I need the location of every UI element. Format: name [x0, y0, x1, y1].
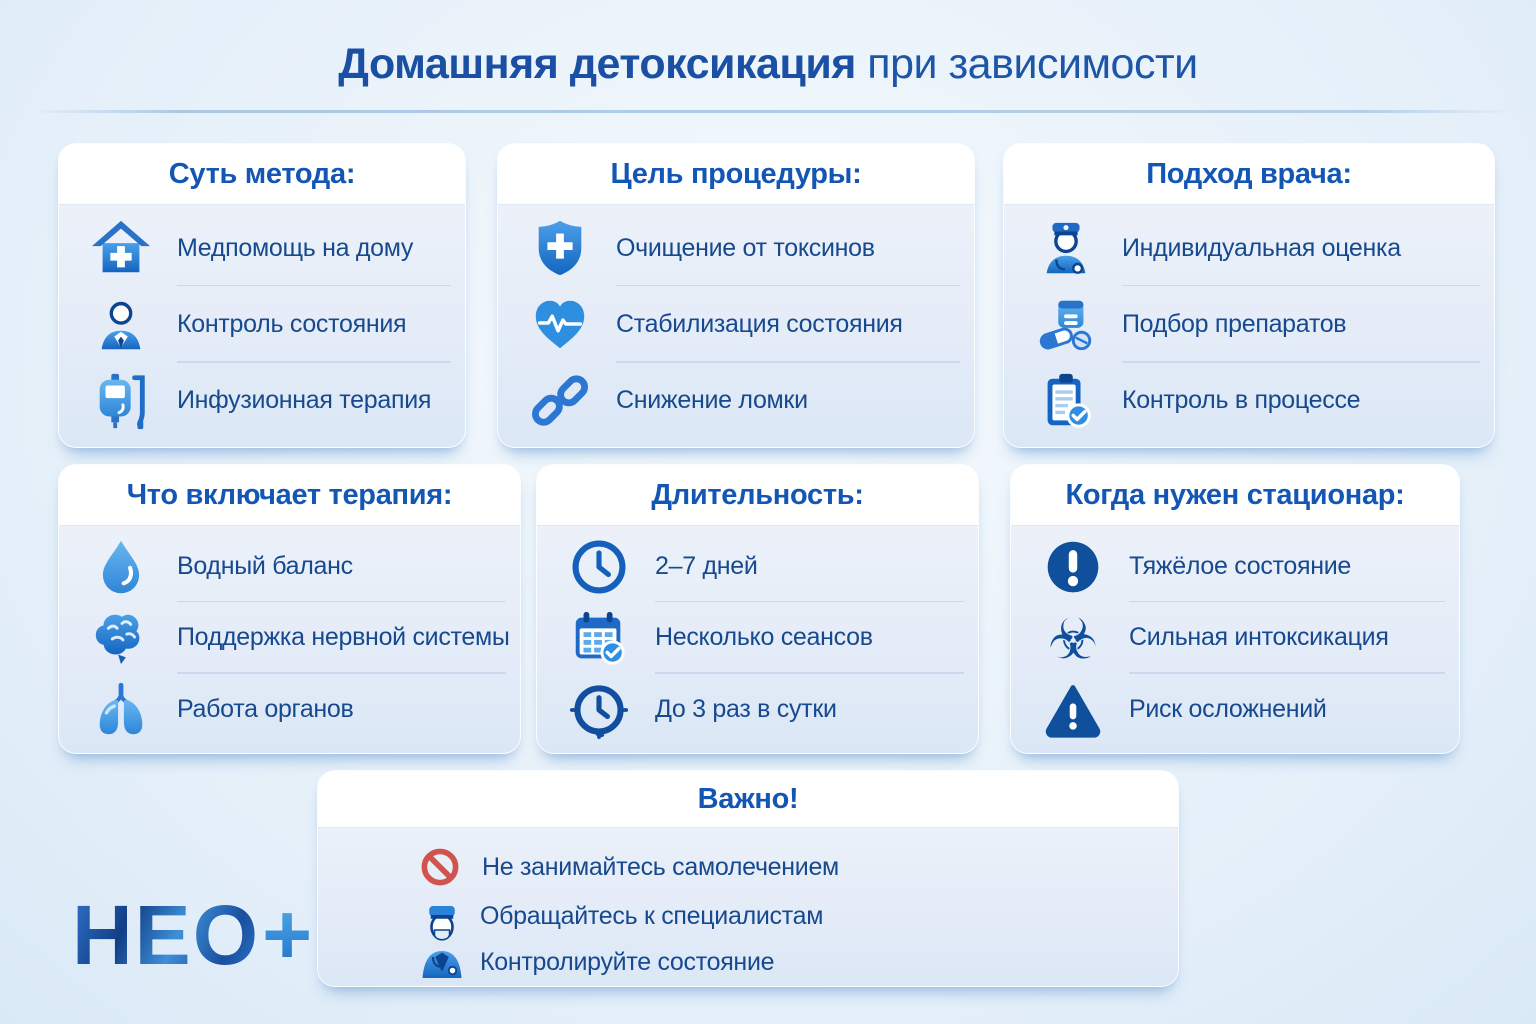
doctor-mask-icon	[418, 893, 466, 985]
page-title-bold: Домашняя детоксикация	[338, 40, 856, 88]
item-label: Стабилизация состояния	[616, 309, 903, 338]
card-procedure-goal	[497, 143, 975, 448]
calendar-check-icon	[567, 607, 631, 669]
chain-link-icon	[528, 370, 592, 432]
biohazard-icon	[1041, 607, 1105, 669]
exclamation-circle-icon	[1041, 537, 1105, 597]
card-therapy-includes	[58, 464, 521, 754]
card-body	[59, 527, 520, 753]
heart-pulse-icon	[528, 293, 592, 355]
house-medical-icon	[89, 217, 153, 279]
warning-triangle-icon	[1041, 679, 1105, 739]
card-title: Длительность:	[537, 465, 978, 526]
lungs-icon	[89, 678, 153, 740]
card-method-essence	[58, 143, 466, 448]
title-divider	[32, 110, 1514, 113]
doctor-cap-icon	[1034, 217, 1098, 279]
page-title-rest: при зависимости	[855, 40, 1198, 88]
card-body	[1011, 527, 1459, 753]
item-label: Работа органов	[177, 694, 354, 723]
list-item	[59, 674, 520, 745]
card-body	[537, 527, 978, 753]
list-item	[418, 843, 1178, 891]
item-label: Риск осложнений	[1129, 694, 1327, 723]
item-label: Контролируйте состояние	[480, 947, 775, 976]
alarm-clock-icon	[567, 679, 631, 739]
brain-icon	[89, 607, 153, 669]
list-item	[498, 286, 974, 362]
list-item	[59, 363, 465, 439]
list-item	[59, 602, 520, 673]
item-label: Контроль в процессе	[1122, 386, 1361, 415]
item-label: Не занимайтесь самолечением	[482, 852, 839, 881]
card-important	[317, 770, 1179, 987]
medication-icon	[1034, 293, 1098, 355]
item-label: Тяжёлое состояние	[1129, 552, 1352, 581]
card-title: Что включает терапия:	[59, 465, 520, 526]
list-item	[1004, 286, 1494, 362]
item-label: Индивидуальная оценка	[1122, 233, 1401, 262]
card-title: Суть метода:	[59, 144, 465, 205]
card-title: Подход врача:	[1004, 144, 1494, 205]
brand-logo-text: НЕО	[72, 888, 261, 982]
page-title	[0, 40, 1536, 89]
no-self-treatment-icon	[418, 847, 462, 887]
item-label: Очищение от токсинов	[616, 233, 875, 262]
list-item	[537, 674, 978, 745]
card-body	[498, 206, 974, 447]
item-label: Медпомощь на дому	[177, 233, 414, 262]
item-label: Снижение ломки	[616, 386, 808, 415]
list-item-group	[418, 893, 1178, 985]
doctor-icon	[89, 293, 153, 355]
brand-logo	[72, 887, 313, 983]
list-item	[59, 286, 465, 362]
list-item	[59, 210, 465, 286]
list-item	[1004, 210, 1494, 286]
iv-drip-icon	[89, 370, 153, 432]
card-title: Важно!	[318, 771, 1178, 828]
card-body	[59, 206, 465, 447]
list-item	[498, 210, 974, 286]
water-drop-icon	[89, 538, 153, 596]
item-label: Контроль состояния	[177, 309, 407, 338]
list-item	[498, 363, 974, 439]
brand-logo-plus-icon: +	[262, 887, 313, 983]
card-duration	[536, 464, 979, 754]
item-label: Инфузионная терапия	[177, 386, 432, 415]
clipboard-check-icon	[1034, 370, 1098, 432]
card-body	[1004, 206, 1494, 447]
list-item	[1011, 674, 1459, 745]
clock-icon	[567, 537, 631, 597]
card-title: Когда нужен стационар:	[1011, 465, 1459, 526]
card-when-hospital	[1010, 464, 1460, 754]
item-label: Сильная интоксикация	[1129, 623, 1389, 652]
item-label: До 3 раз в сутки	[655, 694, 837, 723]
card-body	[318, 829, 1178, 986]
list-item	[59, 531, 520, 602]
list-item	[537, 602, 978, 673]
shield-cross-icon	[528, 217, 592, 279]
item-label: Водный баланс	[177, 552, 353, 581]
list-item	[1004, 363, 1494, 439]
item-label: 2–7 дней	[655, 552, 758, 581]
item-label: Обращайтесь к специалистам	[480, 901, 824, 930]
svg-text:☣: ☣	[1047, 607, 1099, 669]
list-item	[1011, 531, 1459, 602]
item-label: Несколько сеансов	[655, 623, 873, 652]
list-item	[1011, 602, 1459, 673]
card-doctor-approach	[1003, 143, 1495, 448]
item-label: Поддержка нервной системы	[177, 623, 510, 652]
card-title: Цель процедуры:	[498, 144, 974, 205]
list-item	[537, 531, 978, 602]
item-label: Подбор препаратов	[1122, 309, 1347, 338]
